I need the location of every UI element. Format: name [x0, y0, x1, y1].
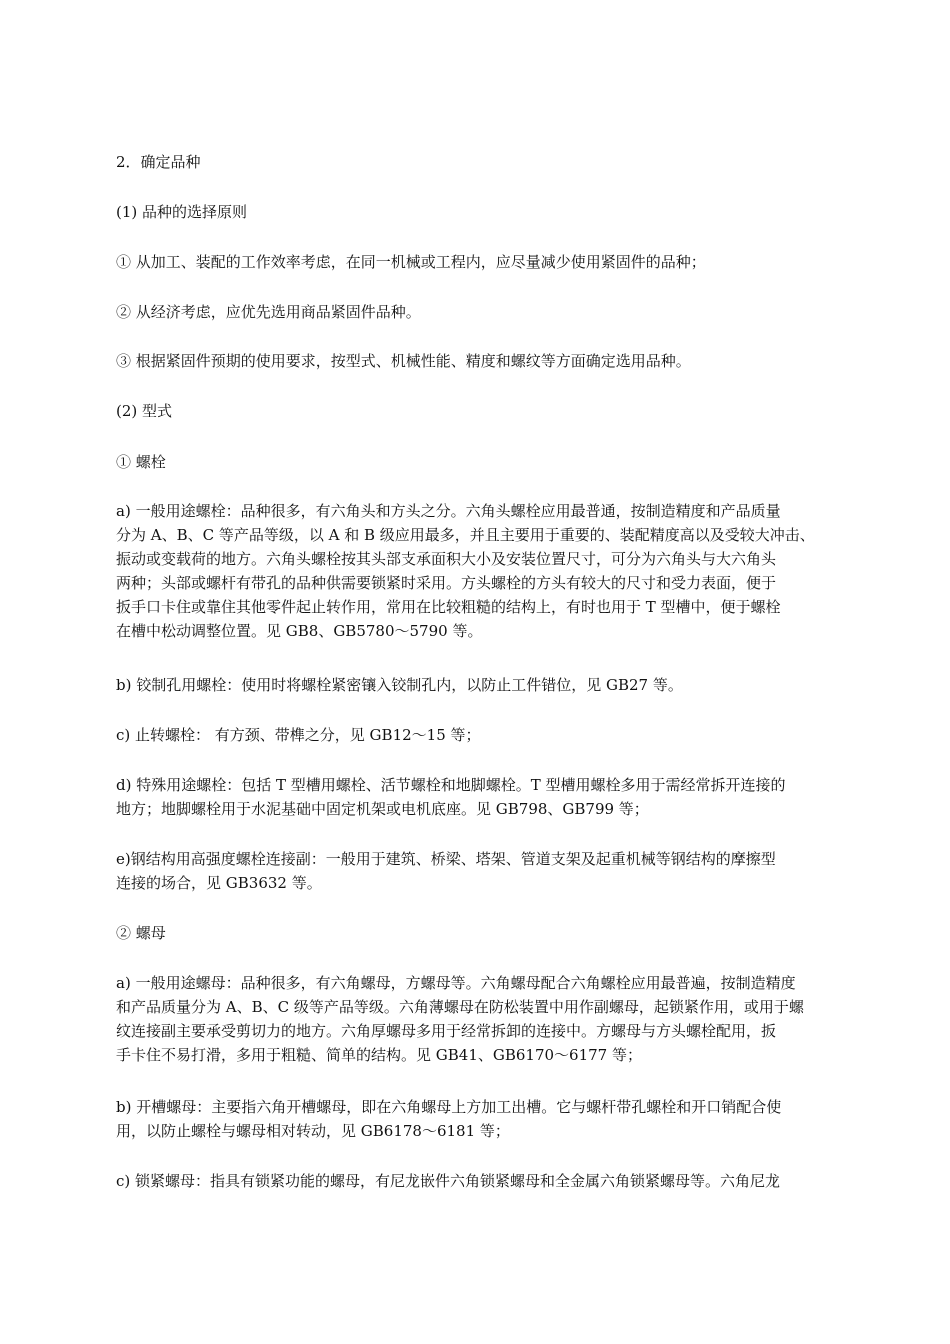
text-line: d) 特殊用途螺栓：包括 T 型槽用螺栓、活节螺栓和地脚螺栓。T 型槽用螺栓多用于需经常拆开连接的 [116, 776, 786, 794]
text-line: 两种；头部或螺杆有带孔的品种供需要锁紧时采用。方头螺栓的方头有较大的尺寸和受力表面，便于 [116, 574, 777, 592]
bolt-paragraph-d [116, 773, 850, 821]
text-line: 在槽中松动调整位置。见 GB8、GB5780～5790 等。 [116, 622, 483, 640]
text-line: 手卡住不易打滑，多用于粗糙、简单的结构。见 GB41、GB6170～6177 等； [116, 1046, 642, 1064]
text-line: 振动或变载荷的地方。六角头螺栓按其头部支承面积大小及安装位置尺寸，可分为六角头与大六角头 [116, 550, 777, 568]
nut-paragraph-a [116, 971, 850, 1067]
bolt-heading: ① 螺栓 [116, 453, 166, 471]
types-heading: (2) 型式 [116, 402, 173, 420]
principle-item-2: ② 从经济考虑，应优先选用商品紧固件品种。 [116, 303, 421, 321]
text-line: a) 一般用途螺母：品种很多，有六角螺母，方螺母等。六角螺母配合六角螺栓应用最普遍，按制造精度 [116, 974, 796, 992]
bolt-paragraph-a [116, 499, 850, 643]
text-line: 纹连接副主要承受剪切力的地方。六角厚螺母多用于经常拆卸的连接中。方螺母与方头螺栓配用，扳 [116, 1022, 777, 1040]
text-line: a) 一般用途螺栓：品种很多，有六角头和方头之分。六角头螺栓应用最普通，按制造精度和产品质量 [116, 502, 781, 520]
principle-item-1: ① 从加工、装配的工作效率考虑，在同一机械或工程内，应尽量减少使用紧固件的品种； [116, 253, 706, 271]
principle-item-3: ③ 根据紧固件预期的使用要求，按型式、机械性能、精度和螺纹等方面确定选用品种。 [116, 352, 691, 370]
bolt-paragraph-e [116, 847, 850, 895]
bolt-paragraph-c: c) 止转螺栓： 有方颈、带榫之分，见 GB12～15 等； [116, 726, 481, 744]
text-line: 连接的场合，见 GB3632 等。 [116, 874, 322, 892]
text-line: 用，以防止螺栓与螺母相对转动，见 GB6178～6181 等； [116, 1122, 510, 1140]
text-line: 地方；地脚螺栓用于水泥基础中固定机架或电机底座。见 GB798、GB799 等； [116, 800, 649, 818]
text-line: 分为 A、B、C 等产品等级，以 A 和 B 级应用最多，并且主要用于重要的、装配精度高以及受较大冲击、 [116, 526, 815, 544]
principles-heading: (1) 品种的选择原则 [116, 203, 248, 221]
section-heading: 2．确定品种 [116, 153, 201, 171]
nut-paragraph-b [116, 1095, 850, 1143]
text-line: c) 锁紧螺母：指具有锁紧功能的螺母，有尼龙嵌件六角锁紧螺母和全金属六角锁紧螺母等。六角尼龙 [116, 1172, 781, 1190]
bolt-paragraph-b: b) 铰制孔用螺栓：使用时将螺栓紧密镶入铰制孔内，以防止工件错位，见 GB27 等。 [116, 676, 683, 694]
nut-paragraph-c [116, 1169, 850, 1193]
nut-heading: ② 螺母 [116, 924, 166, 942]
text-line: e)钢结构用高强度螺栓连接副：一般用于建筑、桥梁、塔架、管道支架及起重机械等钢结构的摩擦型 [116, 850, 776, 868]
text-line: b) 开槽螺母：主要指六角开槽螺母，即在六角螺母上方加工出槽。它与螺杆带孔螺栓和开口销配合使 [116, 1098, 782, 1116]
text-line: 和产品质量分为 A、B、C 级等产品等级。六角薄螺母在防松装置中用作副螺母，起锁紧作用，或用于螺 [116, 998, 804, 1016]
text-line: 扳手口卡住或靠住其他零件起止转作用，常用在比较粗糙的结构上，有时也用于 T 型槽中，便于螺栓 [116, 598, 781, 616]
